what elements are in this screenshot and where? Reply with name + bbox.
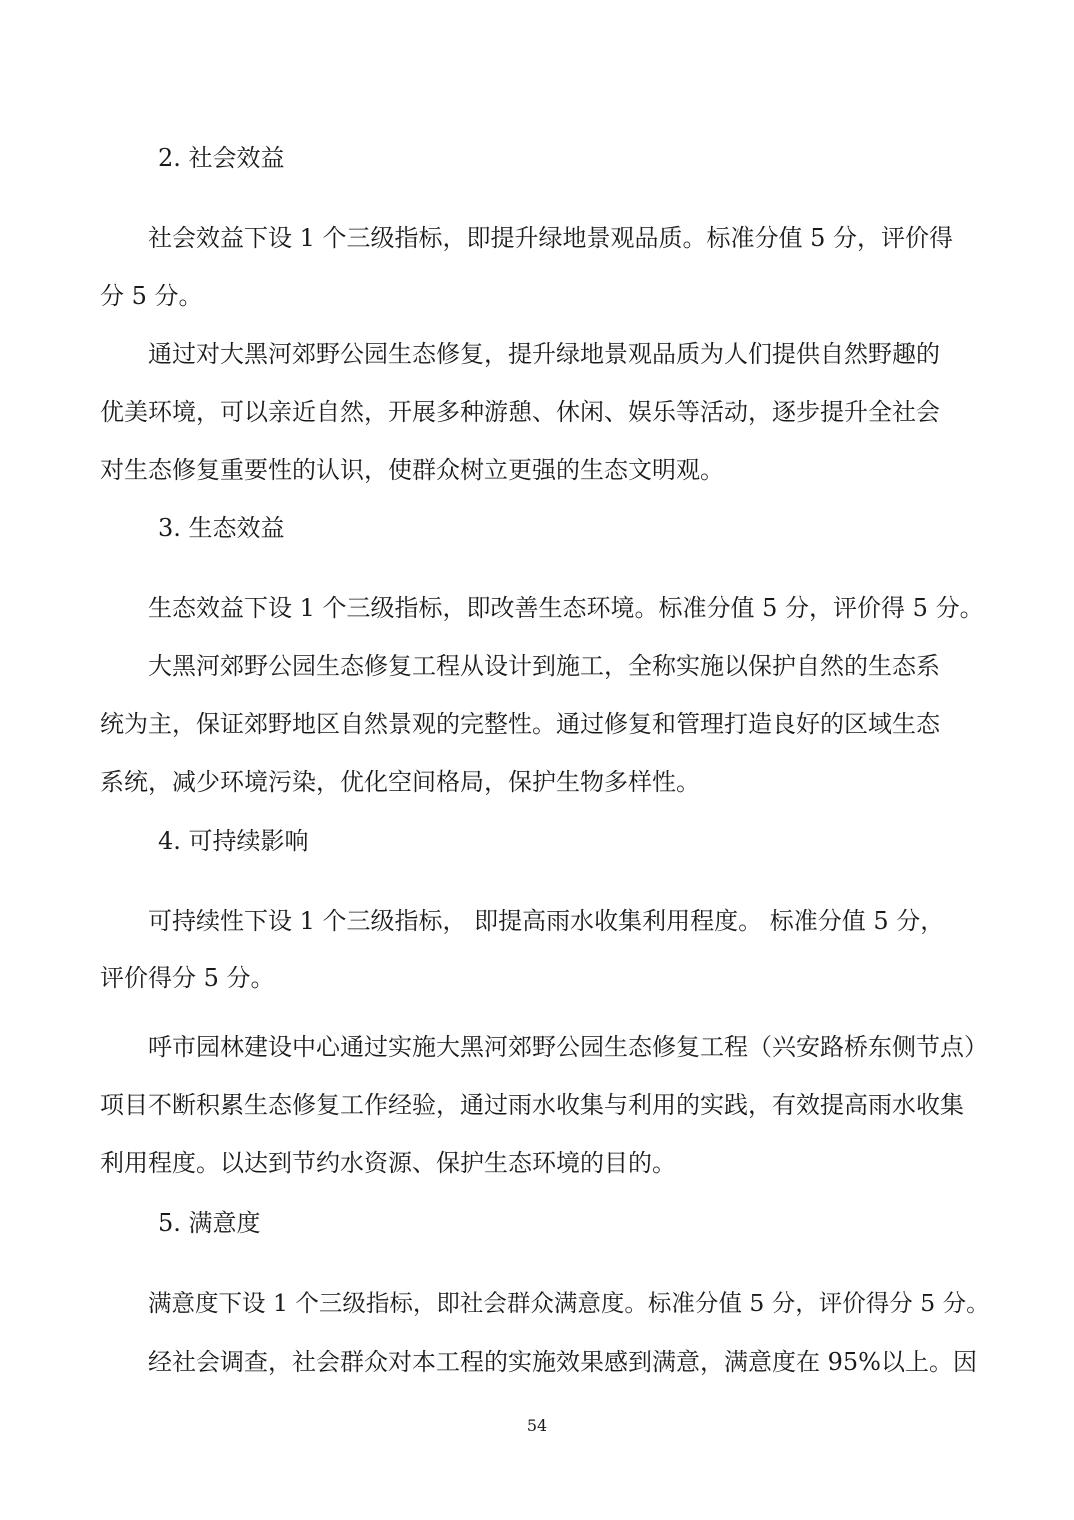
paragraph-line: 系统，减少环境污染，优化空间格局，保护生物多样性。 xyxy=(100,768,700,796)
paragraph-line: 生态效益下设 1 个三级指标，即改善生态环境。标准分值 5 分，评价得 5 分。 xyxy=(148,594,984,622)
paragraph-line: 评价得分 5 分。 xyxy=(100,964,275,992)
paragraph-line: 呼市园林建设中心通过实施大黑河郊野公园生态修复工程（兴安路桥东侧节点） xyxy=(148,1033,988,1061)
section-heading-satisfaction: 5. 满意度 xyxy=(158,1209,261,1237)
paragraph-line: 大黑河郊野公园生态修复工程从设计到施工，全称实施以保护自然的生态系 xyxy=(148,652,940,680)
page-number: 54 xyxy=(526,1416,548,1435)
paragraph-line: 优美环境，可以亲近自然，开展多种游憩、休闲、娱乐等活动，逐步提升全社会 xyxy=(100,398,940,426)
paragraph-line: 利用程度。以达到节约水资源、保护生态环境的目的。 xyxy=(100,1149,676,1177)
paragraph-line: 项目不断积累生态修复工作经验，通过雨水收集与利用的实践，有效提高雨水收集 xyxy=(100,1091,964,1119)
paragraph-line: 社会效益下设 1 个三级指标，即提升绿地景观品质。标准分值 5 分，评价得 xyxy=(148,224,954,252)
paragraph-line: 统为主，保证郊野地区自然景观的完整性。通过修复和管理打造良好的区域生态 xyxy=(100,710,940,738)
section-heading-ecological-benefit: 3. 生态效益 xyxy=(158,514,285,542)
paragraph-line: 分 5 分。 xyxy=(100,282,203,310)
paragraph-line: 通过对大黑河郊野公园生态修复，提升绿地景观品质为人们提供自然野趣的 xyxy=(148,340,940,368)
section-heading-sustainable-impact: 4. 可持续影响 xyxy=(158,827,309,855)
paragraph-line: 经社会调查，社会群众对本工程的实施效果感到满意，满意度在 95%以上。因 xyxy=(148,1348,977,1376)
section-heading-social-benefit: 2. 社会效益 xyxy=(158,144,285,172)
paragraph-line: 可持续性下设 1 个三级指标， 即提高雨水收集利用程度。 标准分值 5 分， xyxy=(148,907,945,935)
paragraph-line: 对生态修复重要性的认识，使群众树立更强的生态文明观。 xyxy=(100,456,724,484)
paragraph-line: 满意度下设 1 个三级指标，即社会群众满意度。标准分值 5 分，评价得分 5 分。 xyxy=(148,1289,990,1317)
